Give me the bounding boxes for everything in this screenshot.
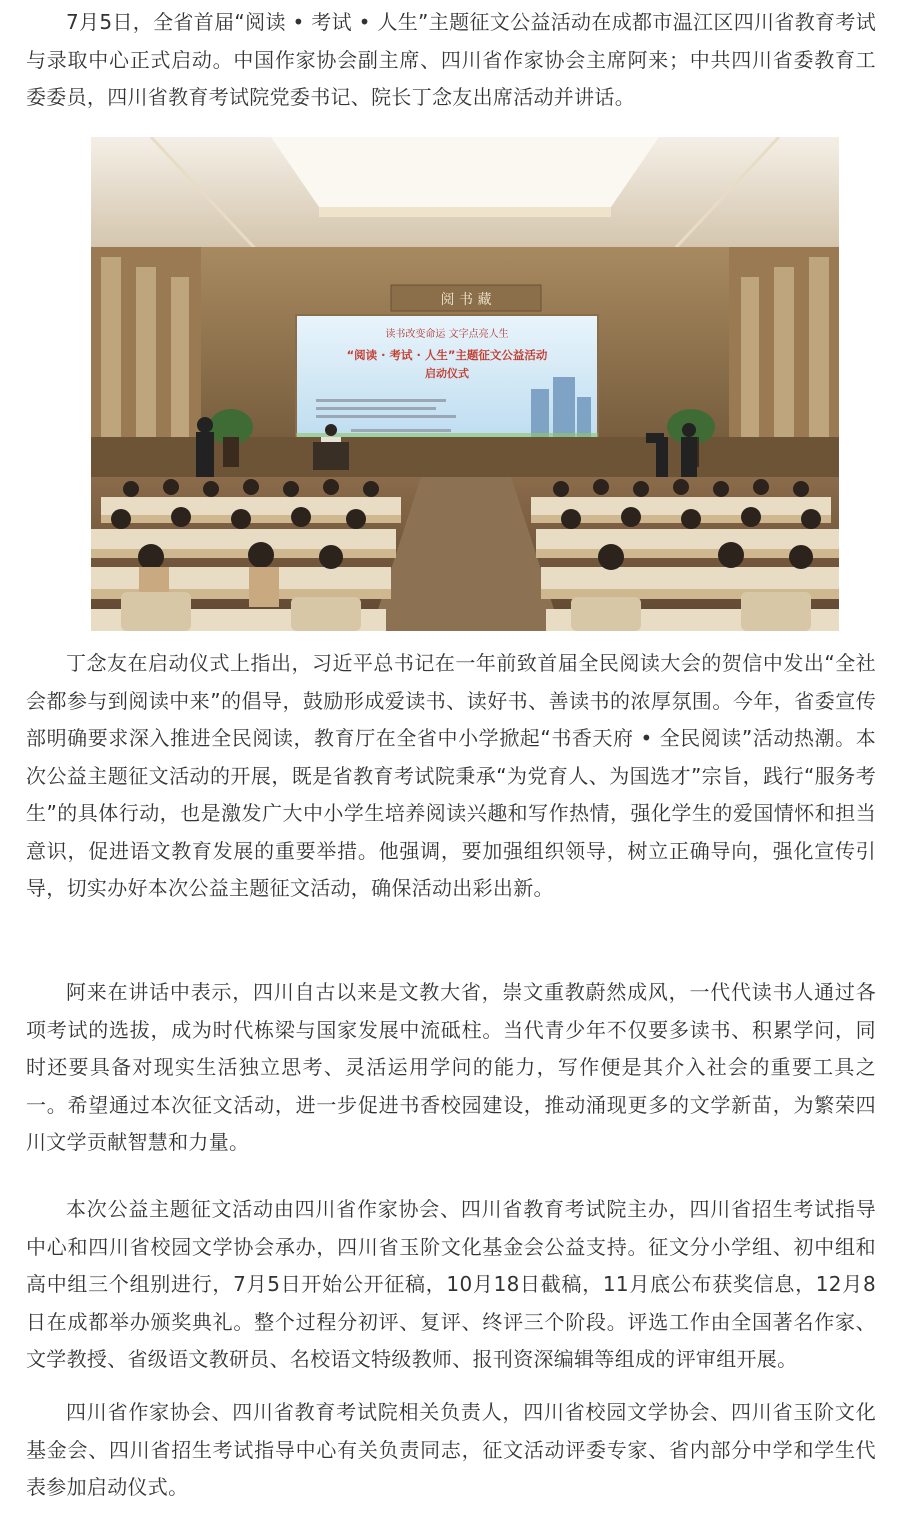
screen-title-line2: 启动仪式 bbox=[425, 367, 469, 380]
paragraph-organizers: 本次公益主题征文活动由四川省作家协会、四川省教育考试院主办，四川省招生考试指导中心和四川省校园文学协会承办，四川省玉阶文化基金会公益支持。征文分小学组、初中组和高中组三个组别进行，7月5日开始公开征稿，10月18日截稿，11月底公布获奖信息，12月8日在成都举办颁奖典礼。整个过程分初评、复评、终评三个阶段。评选工作由全国著名作家、文学教授、省级语文教研员、名校语文特级教师、报刊资深编辑等组成的评审组开展。 bbox=[26, 1197, 876, 1371]
paragraph-ding-nianyou: 丁念友在启动仪式上指出，习近平总书记在一年前致首届全民阅读大会的贺信中发出“全社会都参与到阅读中来”的倡导，鼓励形成爱读书、读好书、善读书的浓厚氛围。今年，省委宣传部明确要求深入推进全民阅读，教育厅在全省中小学掀起“书香天府 • 全民阅读”活动热潮。本次公益主题征文活动的开展，既是省教育考试院秉承“为党育人、为国选才”宗旨，践行“服务考生”的具体行动，也是激发广大中小学生培养阅读兴趣和写作热情，强化学生的爱国情怀和担当意识，促进语文教育发展的重要举措。他强调，要加强组织领导，树立正确导向，强化宣传引导，切实办好本次公益主题征文活动，确保活动出彩出新。 bbox=[26, 651, 876, 900]
paragraph-intro: 7月5日，全省首届“阅读 • 考试 • 人生”主题征文公益活动在成都市温江区四川省教育考试与录取中心正式启动。中国作家协会副主席、四川省作家协会主席阿来；中共四川省委教育工委委员，四川省教育考试院党委书记、院长丁念友出席活动并讲话。 bbox=[26, 10, 876, 109]
event-photo bbox=[91, 137, 839, 631]
event-photo-drawing bbox=[91, 137, 839, 631]
sign-text: 阅 书 藏 bbox=[440, 292, 492, 308]
screen-slogan: 读书改变命运 文字点亮人生 bbox=[385, 329, 509, 340]
paragraph-a-lai: 阿来在讲话中表示，四川自古以来是文教大省，崇文重教蔚然成风，一代代读书人通过各项考试的选拔，成为时代栋梁与国家发展中流砥柱。当代青少年不仅要多读书、积累学问，同时还要具备对现实生活独立思考、灵活运用学问的能力，写作便是其介入社会的重要工具之一。希望通过本次征文活动，进一步促进书香校园建设，推动涌现更多的文学新苗，为繁荣四川文学贡献智慧和力量。 bbox=[26, 980, 876, 1154]
screen-title-line1: “阅读 · 考试 · 人生”主题征文公益活动 bbox=[346, 348, 548, 362]
paragraph-attendees: 四川省作家协会、四川省教育考试院相关负责人，四川省校园文学协会、四川省玉阶文化基金会、四川省招生考试指导中心有关负责同志，征文活动评委专家、省内部分中学和学生代表参加启动仪式。 bbox=[26, 1400, 876, 1499]
